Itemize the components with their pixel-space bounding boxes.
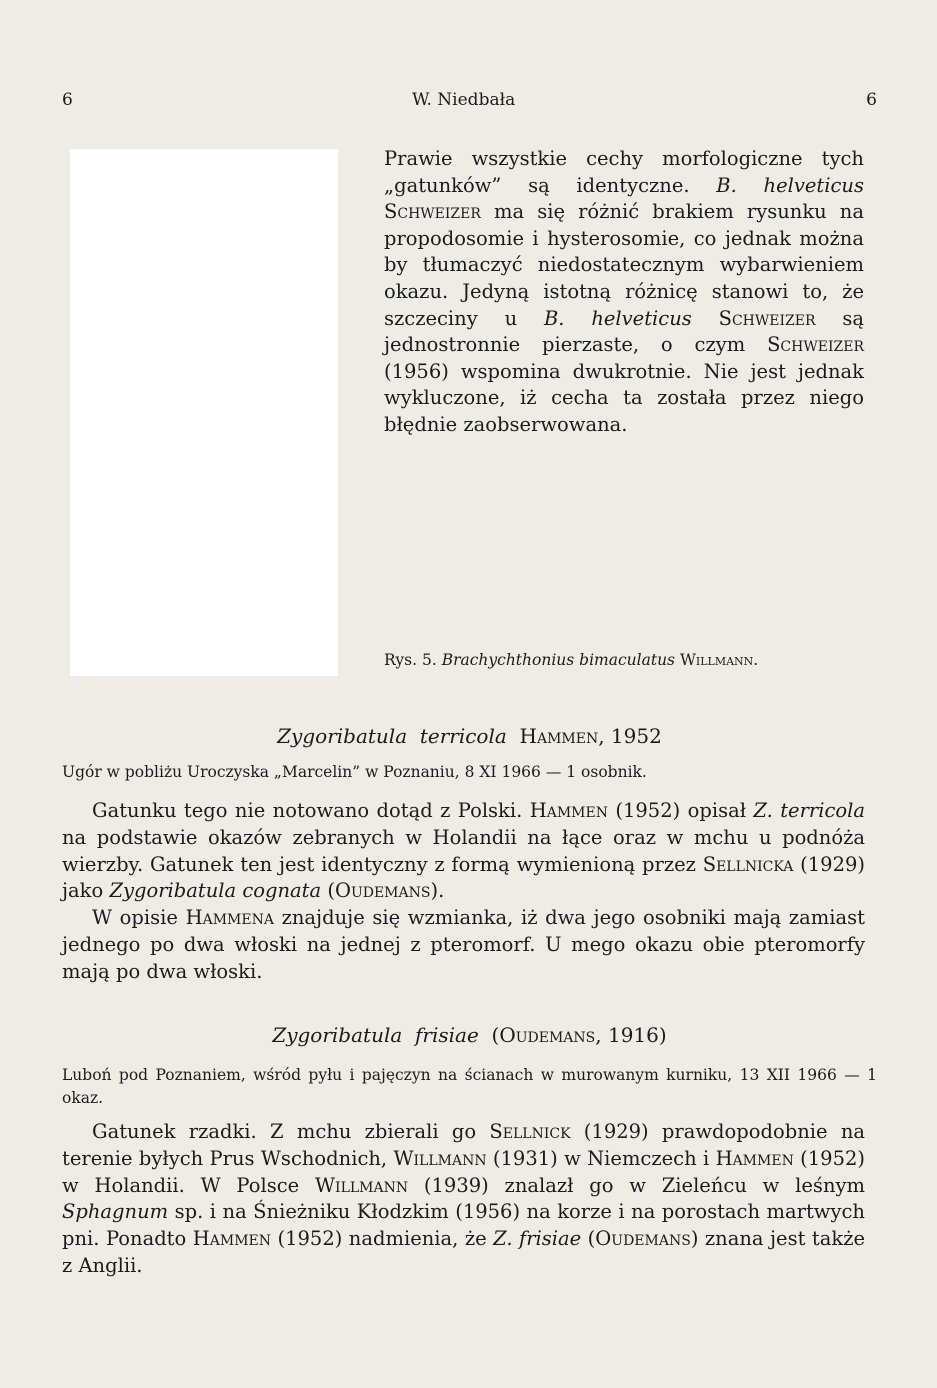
species-name: Sphagnum <box>62 1200 169 1224</box>
text-run: (1929) jako <box>62 852 866 903</box>
caption-species: Brachychthonius bimaculatus <box>441 651 676 669</box>
author-name: Oudemans <box>334 879 431 903</box>
locality-frisiae: Luboń pod Poznaniem, wśród pyłu i pajęczyn na ścianach w murowanym kurniku, 13 XII 1966 — 1 okaz. <box>62 1066 877 1107</box>
figure-caption <box>384 651 864 669</box>
paragraph <box>62 905 865 985</box>
caption-suffix: . <box>753 651 759 669</box>
species-name: B. helveticus <box>716 173 864 197</box>
species-heading-frisiae: Zygoribatula frisiae (Oudemans, 1916) <box>272 1023 667 1047</box>
author-name: Sellnicka <box>702 852 794 876</box>
text-run: (1929) prawdopodobnie na terenie byłych Prus Wschodnich, <box>62 1120 865 1170</box>
text-run: (1931) w Niemczech i <box>486 1146 716 1170</box>
section-terricola <box>62 798 865 986</box>
running-header <box>62 90 877 116</box>
text-run: ). <box>430 879 445 903</box>
heading-genus: Zygoribatula <box>272 1023 403 1047</box>
text-run: (1952) opisał <box>607 799 754 822</box>
author-name: Sellnick <box>489 1120 571 1143</box>
paragraph <box>62 798 865 905</box>
heading-year: , 1952 <box>598 724 662 748</box>
text-run: (1952) nadmienia, że <box>271 1227 494 1251</box>
species-name: Zygoribatula cognata <box>109 879 322 903</box>
text-run: Gatunek rzadki. Z mchu zbierali go <box>92 1120 490 1143</box>
text-run: (1956) wspomina dwukrotnie. Nie jest jednak wykluczone, iż cecha ta została przez niego błędnie zaobserwowana. <box>384 359 864 436</box>
text-run: ( <box>581 1227 596 1251</box>
author-name: Schweizer <box>384 200 481 224</box>
author-name: Hammen <box>715 1146 794 1170</box>
text-run: znajduje się wzmianka, iż dwa jego osobniki mają zamiast jednego po dwa włoski na jednej z pteromorf. U mego okazu obie pteromorfy mają po dwa włoski. <box>62 906 865 983</box>
text-run: ) znana jest także z Anglii. <box>62 1227 866 1277</box>
heading-epithet: terricola <box>419 724 507 748</box>
text-run: ma się różnić brakiem rysunku na propodosomie i hysterosomie, co jednak można by tłumaczyć niedostatecznym wybarwieniem okazu. Jedyną istotną różnicę stanowi to, że szczeciny u <box>384 200 864 330</box>
text-run: ( <box>321 879 335 903</box>
text-run: W opisie <box>92 906 186 930</box>
section-frisiae <box>62 1119 865 1280</box>
author-name: Schweizer <box>718 306 816 330</box>
heading-author: Hammen <box>519 724 599 748</box>
running-head-author: W. Niedbała <box>412 90 516 110</box>
text-run: Prawie wszystkie cechy morfologiczne tych „gatunków” są identyczne. <box>384 147 864 197</box>
author-name: Hammen <box>192 1227 272 1251</box>
text-run: Gatunku tego nie notowano dotąd z Polski. <box>92 799 530 822</box>
author-name: Willmann <box>393 1146 487 1170</box>
locality-terricola: Ugór w pobliżu Uroczyska „Marcelin” w Poznaniu, 8 XI 1966 — 1 osobnik. <box>62 763 647 781</box>
author-name: Willmann <box>315 1173 409 1197</box>
text-run: (1939) znalazł go w Zieleńcu w leśnym <box>408 1173 866 1197</box>
text-run: na podstawie okazów zebranych w Holandii na łące oraz w mchu u podnóża wierzby. Gatunek ten jest identyczny z formą wymienioną przez <box>62 825 865 876</box>
author-name: Oudemans <box>595 1227 691 1251</box>
author-name: Schweizer <box>767 333 864 357</box>
heading-epithet: frisiae <box>415 1023 479 1047</box>
figure-image-placeholder <box>70 149 338 676</box>
species-heading-terricola <box>62 724 877 748</box>
text-run: sp. i na Śnieżniku Kłodzkim (1956) na korze i na porostach martwych pni. Ponadto <box>62 1200 865 1251</box>
text-run: są jednostronnie pierzaste, o czym <box>384 306 864 357</box>
author-name: Hammen <box>529 799 608 822</box>
caption-author: Willmann <box>679 651 754 669</box>
caption-label: Rys. 5. <box>384 651 442 669</box>
page-number-left: 6 <box>62 90 73 110</box>
species-name: Z. frisiae <box>493 1227 582 1251</box>
species-name: Z. terricola <box>753 799 865 822</box>
heading-author: Oudemans <box>499 1023 596 1047</box>
paragraph <box>62 1119 865 1280</box>
intro-paragraph <box>384 146 864 439</box>
heading-genus: Zygoribatula <box>277 724 408 748</box>
species-name: B. helveticus <box>543 306 692 330</box>
heading-year: , 1916 <box>595 1023 659 1047</box>
author-name: Hammena <box>185 906 274 930</box>
text-run: (1952) w Holandii. W Polsce <box>62 1146 866 1197</box>
page-number-right: 6 <box>866 90 877 110</box>
